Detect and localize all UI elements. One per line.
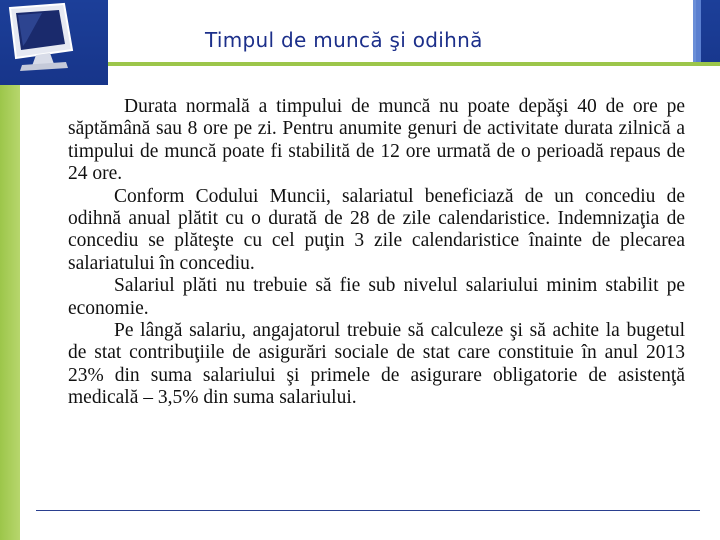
footer-divider	[36, 510, 700, 511]
paragraph-working-hours: Durata normală a timpului de muncă nu poate depăşi 40 de ore pe săptămână sau 8 ore pe zi. Pentru anumite genuri de activitate durata zilnică a timpului de muncă poate fi stabilită de 12 ore urmată de o perioadă repaus de 24 ore.	[68, 96, 685, 185]
header-white-strip	[108, 66, 720, 85]
left-green-bar	[0, 85, 20, 540]
paragraph-minimum-salary: Salariul plăti nu trebuie să fie sub nivelul salariului minim stabilit pe economie.	[68, 275, 685, 319]
paragraph-annual-leave: Conform Codului Muncii, salariatul beneficiază de un concediu de odihnă anual plătit cu o durată de 28 de zile calendaristice. Indemnizaţia de concediu se plăteşte cu cel puţin 3 zile calendaristice înainte de plecarea salariatului în concediu.	[68, 185, 685, 274]
paragraph-contributions: Pe lângă salariu, angajatorul trebuie să calculeze şi să achite la bugetul de stat contribuţiile de asigurări sociale de stat care constituie în anul 2013 23% din suma salariului şi primele de asigurare obligatorie de asistenţă medicală – 3,5% din suma salariului.	[68, 320, 685, 409]
page-title: Timpul de muncă şi odihnă	[205, 28, 483, 52]
header-accent-bar	[696, 0, 701, 62]
body-text	[68, 96, 685, 410]
computer-monitor-icon	[2, 2, 90, 72]
